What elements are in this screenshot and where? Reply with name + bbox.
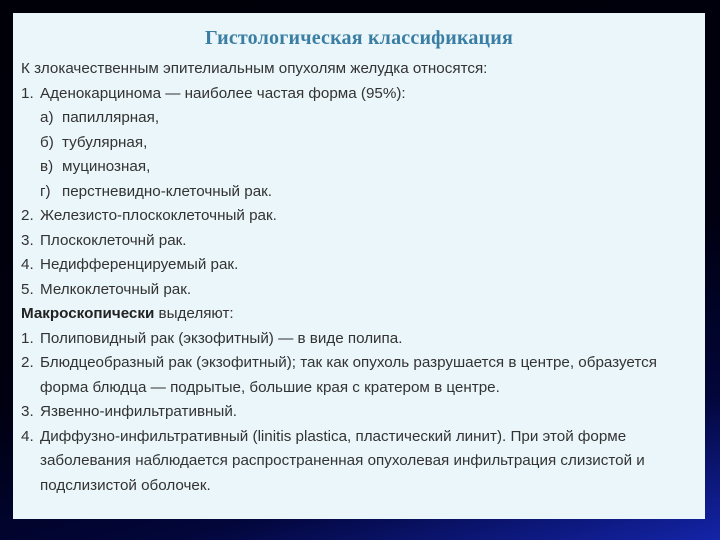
sub-item-text: перстневидно-клеточный рак.: [62, 182, 272, 200]
slide-panel: [13, 13, 705, 519]
list-item-histological: [21, 229, 697, 254]
item-text: Плоскоклеточнй рак.: [40, 231, 187, 249]
list-item-histological: [21, 253, 697, 278]
sub-item-text: папиллярная,: [62, 109, 160, 126]
sub-item-adeno: [21, 131, 697, 156]
item-number: 4.: [21, 256, 34, 273]
sub-item-letter: в): [40, 158, 54, 175]
item-text: Полиповидный рак (экзофитный) — в виде полипа.: [40, 329, 403, 347]
list-item-histological: [21, 278, 697, 303]
item-number: 4.: [21, 427, 34, 445]
sub-item-letter: г): [40, 182, 51, 200]
item-text: Железисто-плоскоклеточный рак.: [40, 207, 277, 224]
item-number: 2.: [21, 207, 34, 224]
sub-item-adeno: [21, 155, 697, 180]
slide-content: [21, 57, 697, 498]
sub-item-adeno: [21, 106, 697, 131]
item-text: Блюдцеобразный рак (экзофитный); так как опухоль разрушается в центре, образуется форма блюдца — подрытые, большие края с кратером в центре.: [40, 354, 657, 396]
sub-item-letter: а): [40, 109, 54, 126]
macro-heading-rest: выделяют:: [154, 305, 234, 322]
item-text: Язвенно-инфильтративный.: [40, 403, 238, 420]
item-text: Недифференцируемый рак.: [40, 256, 239, 273]
list-item-macroscopic: [21, 425, 697, 499]
item-text: Диффузно-инфильтративный (linitis plastica, пластический линит). При этой форме заболевания наблюдается распространенная опухолевая инфильтрация слизистой и подслизистой оболочек.: [40, 427, 645, 494]
item-number: 1.: [21, 84, 34, 102]
list-item-histological: [21, 204, 697, 229]
sub-item-text: тубулярная,: [62, 133, 148, 151]
sub-item-adeno: [21, 180, 697, 205]
list-item-macroscopic: [21, 327, 697, 352]
list-item-histological: [21, 82, 697, 107]
item-text: Мелкоклеточный рак.: [40, 280, 192, 298]
intro-text: К злокачественным эпителиальным опухолям желудка относятся:: [21, 60, 488, 77]
list-item-macroscopic: [21, 400, 697, 425]
sub-item-text: муцинозная,: [62, 158, 151, 175]
macro-heading-bold: Макроскопически: [21, 305, 155, 322]
item-number: 5.: [21, 280, 34, 298]
macro-heading: [21, 302, 697, 327]
sub-item-letter: б): [40, 133, 54, 151]
list-item-macroscopic: [21, 351, 697, 400]
item-number: 2.: [21, 354, 34, 371]
item-number: 3.: [21, 403, 34, 420]
slide-title: Гистологическая классификация: [204, 27, 514, 49]
item-number: 1.: [21, 329, 34, 347]
item-text: Аденокарцинома — наиболее частая форма (95%):: [40, 84, 406, 102]
item-number: 3.: [21, 231, 34, 249]
